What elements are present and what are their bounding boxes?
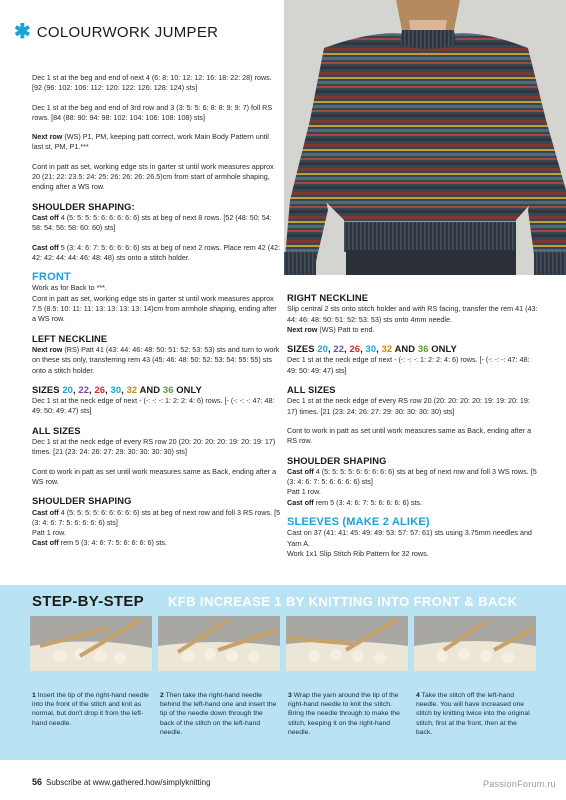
knitting-photo <box>30 616 152 671</box>
step-1-text: 1 Insert the tip of the right-hand needle into the front of the stitch and knit as normal, but don't drop it from the left-hand needle. <box>32 692 149 727</box>
paragraph: Dec 1 st at the neck edge of every RS row 20 (20: 20: 20: 20: 19: 19: 20: 19: 17) times. [21 (23: 24: 26: 27: 29: 30: 30: 30: 30) sts] <box>287 396 530 416</box>
heading-shoulder-shaping: SHOULDER SHAPING: <box>32 200 135 212</box>
bold-label: Cast off <box>32 212 59 222</box>
paragraph-text: 4 (5: 5: 5: 5: 6: 6: 6: 6: 6) sts at beg of next row and foll 3 WS rows. [5 (3: 4: 6: 7: 5: 6: 6: 6: 6) sts] <box>287 466 537 487</box>
section-title: COLOURWORK JUMPER <box>36 23 219 41</box>
heading-front: FRONT <box>32 271 71 284</box>
heading-right-neckline: RIGHT NECKLINE <box>287 292 369 303</box>
knitting-photo <box>286 616 408 671</box>
bold-label: Next row <box>287 324 318 334</box>
step-4-photo <box>414 616 536 671</box>
bold-label: Next row <box>32 132 63 142</box>
paragraph: Patt 1 row. <box>32 528 66 538</box>
heading-shoulder-shaping: SHOULDER SHAPING <box>32 495 132 507</box>
paragraph-text: rem 5 (3: 4: 6: 7: 5: 6: 6: 6: 6) sts. <box>313 497 423 507</box>
paragraph: Work 1x1 Slip Stitch Rib Pattern for 32 rows. <box>287 548 429 558</box>
step-by-step-panel <box>0 585 566 760</box>
paragraph <box>287 325 539 335</box>
paragraph: Dec 1 st at the beg and end of next 4 (6: 8: 10: 12: 12: 16: 18: 22: 28) rows. [92 (96: 102: 106: 112: 120: 122: 126: 128: 124) sts] <box>32 73 272 93</box>
heading-sizes: SIZES 20, 22, 26, 30, 32 AND 36 ONLY <box>32 383 202 395</box>
paragraph: Slip central 2 sts onto stitch holder and with RS facing, transfer the rem 41 (43: 44: 46: 48: 50: 51: 52: 53: 53) sts onto 4mm needle. <box>287 304 538 324</box>
page-header <box>14 22 218 42</box>
paragraph-text: rem 5 (3: 4: 6: 7: 5: 6: 6: 6: 6) sts. <box>58 538 168 548</box>
paragraph-text: (RS) Patt 41 (43: 44: 46: 48: 50: 51: 52: 53: 53) sts and turn to work on these sts only, transferring rem 43 (45: 46: 48: 50: 52: 53: 54: 55: 55) sts onto a stitch holder. <box>32 344 280 375</box>
paragraph: Dec 1 st at the neck edge of next - (-: -: -: 1: 2: 2: 4: 6) rows. [- (-: -: -: 47: 48: 49: 50: 49: 47) sts] <box>32 396 275 416</box>
paragraph <box>32 538 282 548</box>
watermark: PassionForum.ru <box>482 779 556 789</box>
bold-label: Cast off <box>287 466 314 476</box>
paragraph: Cont in patt as set, working edge sts in garter st until work measures approx 7.5 (8.5: 10: 11: 11: 13: 13: 13: 13: 14)cm from armhole shaping, ending after a WS row. <box>32 293 277 324</box>
step-subtitle: KFB INCREASE 1 BY KNITTING INTO FRONT & BACK <box>168 594 518 609</box>
paragraph <box>32 508 282 529</box>
right-column <box>287 293 539 559</box>
jumper-photo <box>284 0 566 275</box>
paragraph: Dec 1 st at the beg and end of 3rd row and 3 (3: 5: 5: 6: 8: 8: 9: 9: 7) foll RS rows. [84 (88: 90: 94: 98: 102: 104: 106: 108: 108) sts] <box>32 102 273 122</box>
bold-label: Cast off <box>32 507 59 517</box>
bold-label: Cast off <box>32 242 59 252</box>
heading-sleeves: SLEEVES (MAKE 2 ALIKE) <box>287 516 430 529</box>
bold-label: Cast off <box>32 538 59 548</box>
paragraph <box>32 345 282 376</box>
paragraph: Work as for Back to ***. <box>32 283 107 293</box>
paragraph-text: (WS) Patt to end. <box>317 324 375 334</box>
subscribe-link[interactable]: Subscribe at www.gathered.how/simplyknitting <box>46 778 211 787</box>
paragraph <box>32 243 282 264</box>
page-number: 56 <box>32 777 43 787</box>
heading-all-sizes: ALL SIZES <box>32 424 81 436</box>
paragraph: Cast on 37 (41: 41: 45: 49: 49: 53: 57: 57: 61) sts using 3.75mm needles and Yarn A. <box>287 528 532 548</box>
page-footer <box>32 777 211 787</box>
step-4-text: 4 Take the stitch off the left-hand needle. You will have increased one stitch by knitting twice into the original stitch, first at the front, then at the back. <box>416 692 530 736</box>
paragraph: Cont to work in patt as set until work measures same as Back, ending after a WS row. <box>32 466 277 486</box>
paragraph: Dec 1 st at the neck edge of every RS row 20 (20: 20: 20: 20: 19: 20: 19: 17) times. [21 (23: 24: 26: 27: 29: 30: 30: 30: 30) sts] <box>32 437 276 457</box>
paragraph-text: 4 (5: 5: 5: 5: 6: 6: 6: 6: 6) sts at beg of next 8 rows. [52 (48: 50: 54: 58: 54: 56: 58: 60: 60) sts] <box>32 212 272 233</box>
heading-all-sizes: ALL SIZES <box>287 384 336 396</box>
heading-left-neckline: LEFT NECKLINE <box>32 332 108 344</box>
step-2-photo <box>158 616 280 671</box>
paragraph-text: 5 (3: 4: 6: 7: 5: 6: 6: 6: 6) sts at beg of next 2 rows. Place rem 42 (42: 42: 42: 44: 44: 46: 48: 48) sts onto a stitch holder. <box>32 242 281 262</box>
knitting-photo <box>414 616 536 671</box>
paragraph <box>287 467 539 488</box>
paragraph-text: 4 (5: 5: 5: 5: 6: 6: 6: 6: 6) sts at beg of next row and foll 3 RS rows. [5 (3: 4: 6: 7: 5: 6: 6: 6: 6) sts] <box>32 507 281 527</box>
knitting-photo <box>158 616 280 671</box>
step-2-text: 2 Then take the right-hand needle behind the left-hand one and insert the tip of the needle down through the back of the stitch on the left-hand needle. <box>160 692 277 736</box>
heading-sizes: SIZES 20, 22, 26, 30, 32 AND 36 ONLY <box>287 343 457 355</box>
paragraph <box>32 132 282 153</box>
step-3-photo <box>286 616 408 671</box>
step-3-text: 3 Wrap the yarn around the tip of the right-hand needle to knit the stitch. Bring the needle through to make the stitch, keeping it on the right-hand needle. <box>288 692 400 736</box>
paragraph: Cont to work in patt as set until work measures same as Back, ending after a RS row. <box>287 425 532 446</box>
bold-label: Next row <box>32 344 63 354</box>
paragraph: Patt 1 row. <box>287 487 321 497</box>
jumper-illustration <box>284 0 566 275</box>
paragraph-text: (WS) P1, PM, keeping patt correct, work Main Body Pattern until last st, PM, P1.*** <box>32 132 269 152</box>
paragraph <box>32 213 282 234</box>
bold-label: Cast off <box>287 497 314 507</box>
heading-shoulder-shaping: SHOULDER SHAPING <box>287 454 387 466</box>
paragraph <box>287 498 539 508</box>
paragraph: Cont in patt as set, working edge sts in garter st until work measures approx 20 (21: 22: 23.5: 24: 25: 26: 26: 26: 26.5)cm from start of armhole shaping, ending after a WS row. <box>32 161 274 192</box>
left-column <box>32 73 282 549</box>
step-title: STEP-BY-STEP <box>32 593 144 610</box>
paragraph: Dec 1 st at the neck edge of next - (-: -: -: 1: 2: 2: 4: 6) rows. [- (-: -: -: 47: 48: 49: 50: 49: 47) sts] <box>287 355 530 375</box>
step-1-photo <box>30 616 152 671</box>
asterisk-icon: ✱ <box>14 21 31 43</box>
